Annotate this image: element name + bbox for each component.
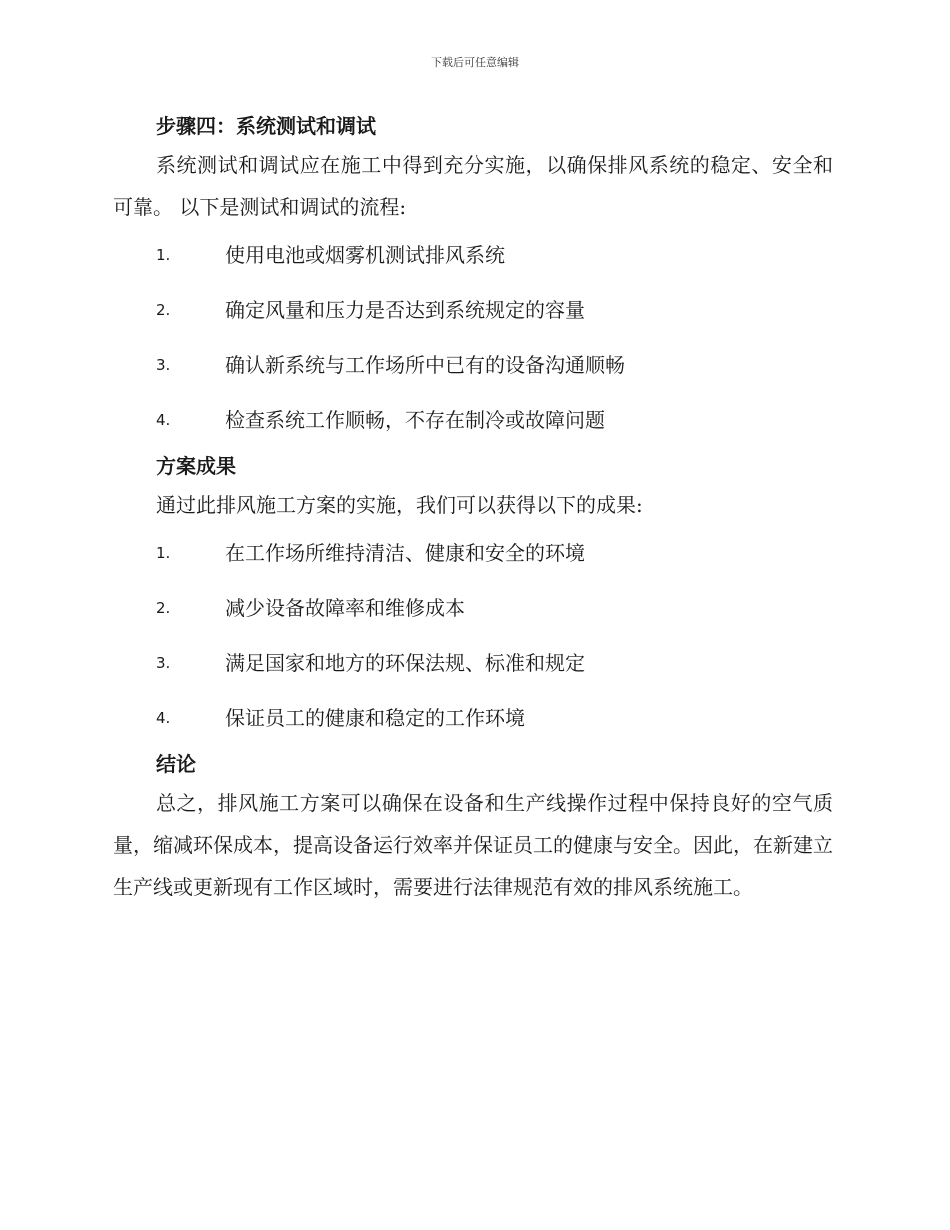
list-item-text: 满足国家和地方的环保法规、标准和规定 (225, 651, 585, 675)
list-item-text: 检查系统工作顺畅，不存在制冷或故障问题 (225, 408, 605, 432)
list-item (113, 526, 833, 581)
list-item-text: 减少设备故障率和维修成本 (225, 596, 465, 620)
page-header-note: 下载后可任意编辑 (431, 56, 519, 69)
list-item-text: 保证员工的健康和稳定的工作环境 (225, 706, 525, 730)
section-heading-results: 方案成果 (156, 454, 236, 478)
document-body (113, 108, 833, 908)
list-item (113, 228, 833, 283)
list-item-number: 4. (156, 709, 171, 727)
list-item-text: 在工作场所维持清洁、健康和安全的环境 (225, 541, 585, 565)
list-item-number: 3. (156, 356, 171, 374)
list-item (113, 581, 833, 636)
results-intro-paragraph: 通过此排风施工方案的实施，我们可以获得以下的成果: (156, 493, 643, 517)
list-item-text: 使用电池或烟雾机测试排风系统 (225, 243, 505, 267)
section-heading-conclusion: 结论 (156, 752, 196, 776)
list-item-number: 1. (156, 246, 171, 264)
list-item-number: 4. (156, 411, 171, 429)
list-item (113, 636, 833, 691)
list-item-text: 确定风量和压力是否达到系统规定的容量 (225, 298, 585, 322)
system-test-intro-paragraph: 系统测试和调试应在施工中得到充分实施，以确保排风系统的稳定、安全和可靠。 以下是测试和调试的流程: (113, 153, 833, 219)
list-item (113, 691, 833, 746)
list-item-text: 确认新系统与工作场所中已有的设备沟通顺畅 (225, 353, 625, 377)
list-item (113, 283, 833, 338)
section-heading-system-test: 步骤四：系统测试和调试 (156, 114, 376, 138)
list-item (113, 338, 833, 393)
list-item-number: 1. (156, 544, 171, 562)
list-item-number: 2. (156, 599, 171, 617)
results-list (113, 526, 833, 746)
conclusion-paragraph: 总之，排风施工方案可以确保在设备和生产线操作过程中保持良好的空气质量，缩减环保成本，提高设备运行效率并保证员工的健康与安全。因此，在新建立生产线或更新现有工作区域时，需要进行法律规范有效的排风系统施工。 (113, 791, 833, 899)
list-item-number: 3. (156, 654, 171, 672)
list-item (113, 393, 833, 448)
system-test-steps-list (113, 228, 833, 448)
list-item-number: 2. (156, 301, 171, 319)
